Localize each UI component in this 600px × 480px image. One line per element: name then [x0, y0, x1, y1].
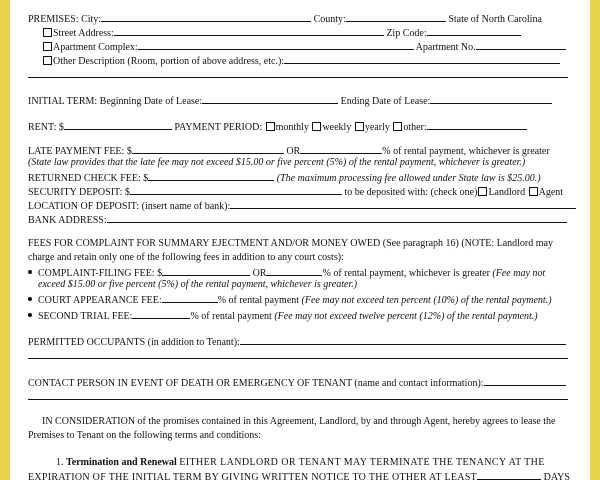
complaint-fee-field[interactable]	[162, 266, 250, 276]
street-address-checkbox[interactable]	[43, 28, 52, 37]
returned-check-row: RETURNED CHECK FEE: $ (The maximum processing fee allowed under State law is $25.00.)	[28, 173, 541, 184]
apt-no-field[interactable]	[476, 40, 566, 50]
premises-street-row: Street Address: Zip Code:	[42, 26, 521, 40]
street-field[interactable]	[114, 26, 384, 36]
termination-line1: 1. Termination and Renewal EITHER LANDLORD OR TENANT MAY TERMINATE THE TENANCY AT THE	[56, 457, 545, 468]
complaint-fee-note: exceed $15.00 or five percent (5%) of the rental payment, whichever is greater.)	[38, 279, 358, 290]
agent-checkbox[interactable]	[529, 187, 538, 196]
termination-line2: EXPIRATION OF THE INITIAL TERM BY GIVING WRITTEN NOTICE TO THE OTHER AT LEAST DAYS	[28, 472, 570, 480]
other-description-field-2[interactable]	[28, 68, 568, 78]
monthly-checkbox[interactable]	[266, 122, 275, 131]
complaint-fee-row: COMPLAINT-FILING FEE: $ OR % of rental payment, whichever is greater (Fee may not	[28, 266, 545, 280]
other-description-field[interactable]	[284, 54, 560, 64]
court-fee-row: COURT APPEARANCE FEE: % of rental payment (Fee may not exceed ten percent (10%) of the rental payment.)	[28, 293, 552, 307]
complex-field[interactable]	[138, 40, 414, 50]
location-row: LOCATION OF DEPOSIT: (insert name of bank):	[28, 199, 576, 213]
rent-amount-field[interactable]	[64, 120, 172, 130]
occupants-row: PERMITTED OCCUPANTS (in addition to Tenant):	[28, 335, 566, 349]
consideration-line2: Premises to Tenant on the following terms and conditions:	[28, 430, 261, 441]
notice-days-field[interactable]	[477, 470, 541, 480]
trial-fee-row: SECOND TRIAL FEE: % of rental payment (Fee may not exceed twelve percent (12%) of the rental payment.)	[28, 309, 538, 323]
bullet-icon	[28, 270, 32, 274]
other-period-field[interactable]	[427, 120, 527, 130]
county-field[interactable]	[346, 12, 446, 22]
bank-address-row: BANK ADDRESS:	[28, 213, 567, 227]
court-fee-field[interactable]	[162, 293, 218, 303]
beginning-date-field[interactable]	[202, 94, 338, 104]
fees-heading-1: FEES FOR COMPLAINT FOR SUMMARY EJECTMENT AND/OR MONEY OWED (See paragraph 16) (NOTE: Landlord may	[28, 238, 553, 249]
security-deposit-field[interactable]	[130, 185, 342, 195]
bank-address-field[interactable]	[107, 213, 567, 223]
initial-term-row: INITIAL TERM: Beginning Date of Lease: Ending Date of Lease:	[28, 94, 552, 108]
late-fee-percent-field[interactable]	[300, 144, 382, 154]
bullet-icon	[28, 297, 32, 301]
ending-date-field[interactable]	[430, 94, 552, 104]
fees-heading-2: charge and retain only one of the following fees in addition to any court costs):	[28, 252, 344, 263]
contact-row: CONTACT PERSON IN EVENT OF DEATH OR EMERGENCY OF TENANT (name and contact information):	[28, 376, 566, 390]
premises-other-row: Other Description (Room, portion of above address, etc.):	[42, 54, 560, 68]
apartment-complex-checkbox[interactable]	[43, 42, 52, 51]
city-field[interactable]	[101, 12, 311, 22]
security-deposit-row: SECURITY DEPOSIT: $ to be deposited with: (check one) Landlord Agent	[28, 187, 564, 198]
zip-field[interactable]	[427, 26, 521, 36]
complaint-percent-field[interactable]	[266, 266, 322, 276]
landlord-checkbox[interactable]	[478, 187, 487, 196]
occupants-field-2[interactable]	[28, 349, 568, 359]
contact-line2	[28, 390, 568, 404]
returned-check-field[interactable]	[148, 171, 274, 181]
other-description-checkbox[interactable]	[43, 56, 52, 65]
other-period-checkbox[interactable]	[393, 122, 402, 131]
late-fee-amount-field[interactable]	[132, 144, 284, 154]
occupants-field[interactable]	[240, 335, 566, 345]
lease-form-page	[10, 0, 590, 480]
contact-field-2[interactable]	[28, 390, 568, 400]
yearly-checkbox[interactable]	[355, 122, 364, 131]
weekly-checkbox[interactable]	[312, 122, 321, 131]
rent-row: RENT: $ PAYMENT PERIOD: monthly weekly yearly other:	[28, 120, 527, 134]
location-field[interactable]	[230, 199, 576, 209]
premises-complex-row: Apartment Complex: Apartment No.	[42, 40, 566, 54]
trial-fee-field[interactable]	[132, 309, 190, 319]
late-fee-row: LATE PAYMENT FEE: $ OR % of rental payment, whichever is greater	[28, 146, 550, 157]
consideration-line1: IN CONSIDERATION of the promises contained in this Agreement, Landlord, by and through Agent, hereby agrees to lease the	[42, 416, 556, 427]
occupants-line2	[28, 349, 568, 363]
other-description-line2	[28, 68, 568, 82]
bullet-icon	[28, 313, 32, 317]
contact-field[interactable]	[484, 376, 566, 386]
late-fee-note: (State law provides that the late fee may not exceed $15.00 or five percent (5%) of the rental payment, whichever is greater.)	[28, 157, 526, 168]
premises-city-row: PREMISES: City: County: State of North Carolina	[28, 14, 542, 25]
